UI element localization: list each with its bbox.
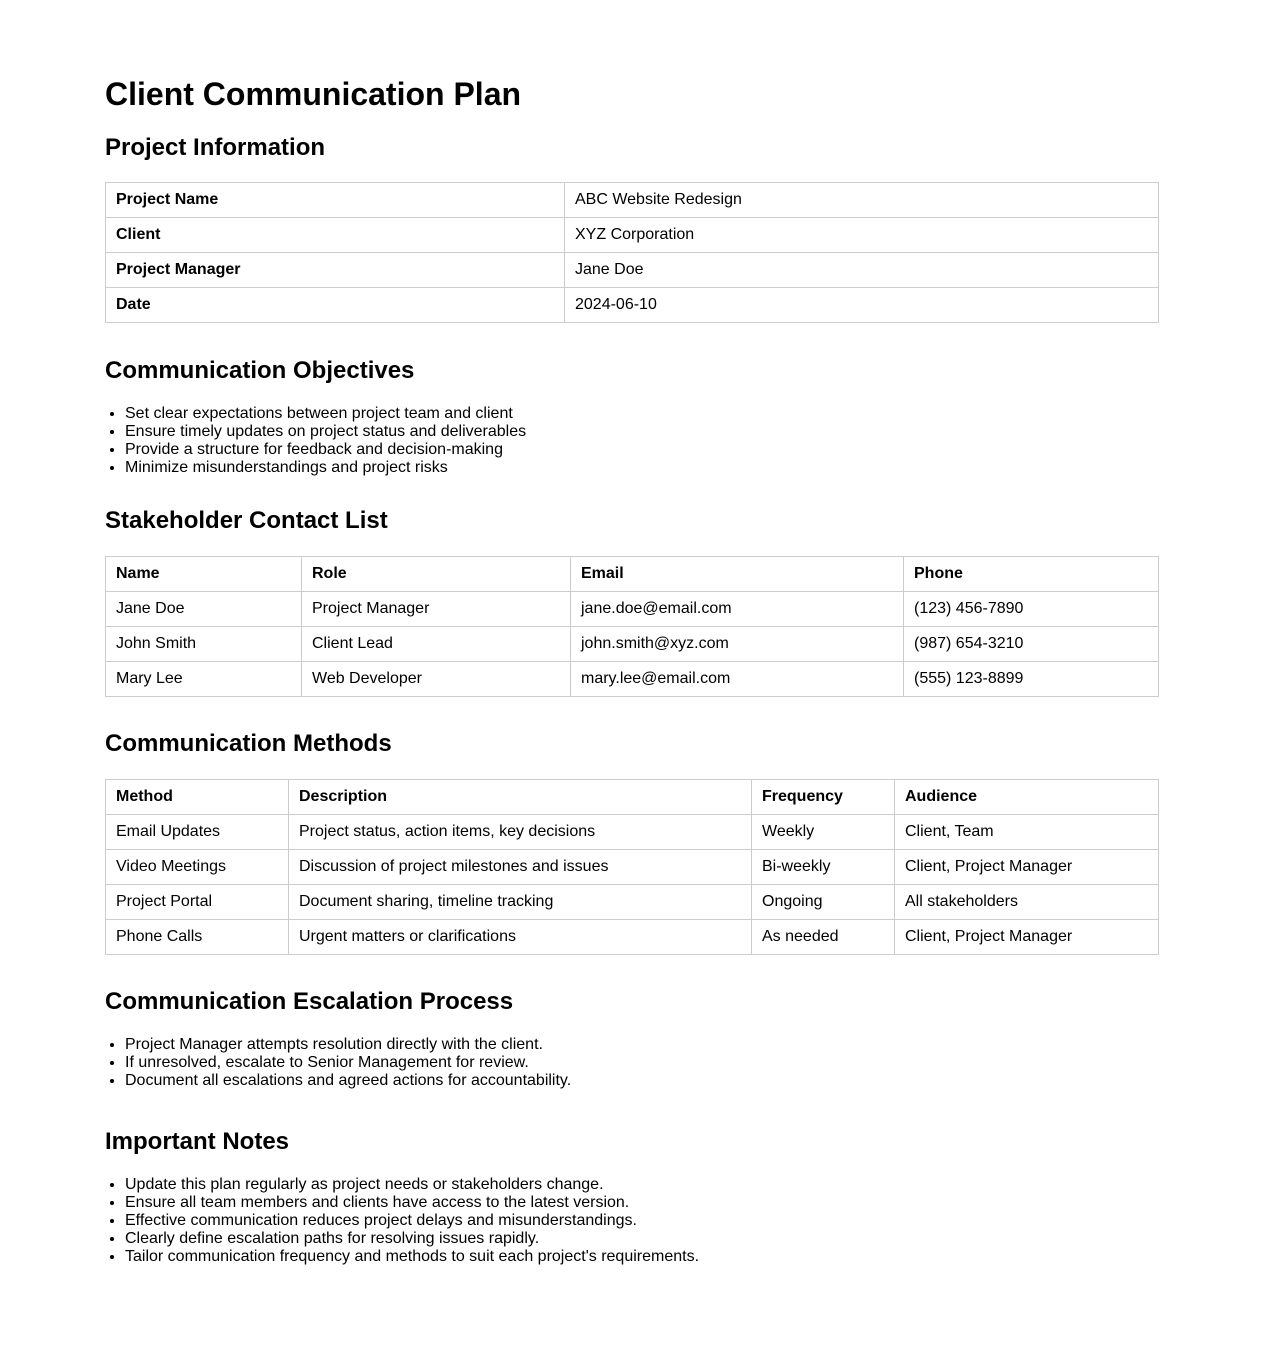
page-title: Client Communication Plan: [105, 76, 522, 112]
list-item: • Minimize misunderstandings and project risks: [125, 459, 1158, 477]
notes-list: [105, 1176, 1158, 1266]
table-row: [106, 253, 1159, 288]
column-header-description: Description: [289, 780, 752, 815]
method-description: Urgent matters or clarifications: [289, 920, 752, 955]
column-header-phone: Phone: [904, 557, 1159, 592]
list-item: • Set clear expectations between project team and client: [125, 405, 1158, 423]
column-header-frequency: Frequency: [752, 780, 895, 815]
stakeholder-email: john.smith@xyz.com: [571, 627, 904, 662]
method-frequency: Ongoing: [752, 885, 895, 920]
method-audience: Client, Project Manager: [895, 920, 1159, 955]
list-item: • Ensure timely updates on project status and deliverables: [125, 423, 1158, 441]
table-row: [106, 850, 1159, 885]
stakeholder-phone: (123) 456-7890: [904, 592, 1159, 627]
stakeholder-name: John Smith: [106, 627, 302, 662]
table-row: [106, 815, 1159, 850]
client-label: Client: [106, 218, 565, 253]
method-frequency: As needed: [752, 920, 895, 955]
list-item: • Update this plan regularly as project needs or stakeholders change.: [125, 1176, 1158, 1194]
list-item: • Tailor communication frequency and methods to suit each project's requirements.: [125, 1248, 1158, 1266]
stakeholder-role: Project Manager: [302, 592, 571, 627]
objectives-list: [105, 405, 1158, 477]
method-name: Project Portal: [106, 885, 289, 920]
stakeholders-heading: Stakeholder Contact List: [105, 507, 388, 534]
objectives-heading: Communication Objectives: [105, 357, 415, 384]
project-manager-label: Project Manager: [106, 253, 565, 288]
column-header-name: Name: [106, 557, 302, 592]
method-audience: Client, Team: [895, 815, 1159, 850]
column-header-email: Email: [571, 557, 904, 592]
list-item: • Ensure all team members and clients have access to the latest version.: [125, 1194, 1158, 1212]
table-header-row: [106, 780, 1159, 815]
table-row: [106, 183, 1159, 218]
table-row: [106, 662, 1159, 697]
list-item: • Provide a structure for feedback and decision-making: [125, 441, 1158, 459]
stakeholder-phone: (987) 654-3210: [904, 627, 1159, 662]
method-frequency: Bi-weekly: [752, 850, 895, 885]
escalation-section: [105, 988, 1158, 1090]
method-audience: All stakeholders: [895, 885, 1159, 920]
client-value: XYZ Corporation: [565, 218, 1159, 253]
method-description: Discussion of project milestones and issues: [289, 850, 752, 885]
method-name: Email Updates: [106, 815, 289, 850]
list-item: • Document all escalations and agreed actions for accountability.: [125, 1072, 1158, 1090]
stakeholder-phone: (555) 123-8899: [904, 662, 1159, 697]
method-audience: Client, Project Manager: [895, 850, 1159, 885]
column-header-method: Method: [106, 780, 289, 815]
stakeholder-name: Jane Doe: [106, 592, 302, 627]
project-info-section: [105, 134, 1158, 323]
table-row: [106, 218, 1159, 253]
table-row: [106, 885, 1159, 920]
list-item: • Effective communication reduces project delays and misunderstandings.: [125, 1212, 1158, 1230]
stakeholder-role: Client Lead: [302, 627, 571, 662]
stakeholder-email: mary.lee@email.com: [571, 662, 904, 697]
stakeholder-name: Mary Lee: [106, 662, 302, 697]
column-header-audience: Audience: [895, 780, 1159, 815]
table-row: [106, 627, 1159, 662]
table-row: [106, 592, 1159, 627]
methods-table: [105, 779, 1159, 955]
methods-heading: Communication Methods: [105, 730, 392, 757]
stakeholders-table: [105, 556, 1159, 697]
project-info-table: [105, 182, 1159, 323]
notes-heading: Important Notes: [105, 1128, 290, 1155]
list-item: • If unresolved, escalate to Senior Management for review.: [125, 1054, 1158, 1072]
method-description: Document sharing, timeline tracking: [289, 885, 752, 920]
escalation-list: [105, 1036, 1158, 1090]
table-row: [106, 920, 1159, 955]
project-manager-value: Jane Doe: [565, 253, 1159, 288]
project-name-value: ABC Website Redesign: [565, 183, 1159, 218]
method-description: Project status, action items, key decisions: [289, 815, 752, 850]
methods-section: [105, 730, 1158, 955]
list-item: • Clearly define escalation paths for resolving issues rapidly.: [125, 1230, 1158, 1248]
project-name-label: Project Name: [106, 183, 565, 218]
date-value: 2024-06-10: [565, 288, 1159, 323]
method-frequency: Weekly: [752, 815, 895, 850]
date-label: Date: [106, 288, 565, 323]
column-header-role: Role: [302, 557, 571, 592]
stakeholder-email: jane.doe@email.com: [571, 592, 904, 627]
stakeholders-section: [105, 507, 1158, 697]
notes-section: [105, 1128, 1158, 1266]
table-header-row: [106, 557, 1159, 592]
method-name: Video Meetings: [106, 850, 289, 885]
objectives-section: [105, 357, 1158, 477]
method-name: Phone Calls: [106, 920, 289, 955]
escalation-heading: Communication Escalation Process: [105, 988, 514, 1015]
list-item: • Project Manager attempts resolution directly with the client.: [125, 1036, 1158, 1054]
stakeholder-role: Web Developer: [302, 662, 571, 697]
table-row: [106, 288, 1159, 323]
project-info-heading: Project Information: [105, 134, 326, 161]
